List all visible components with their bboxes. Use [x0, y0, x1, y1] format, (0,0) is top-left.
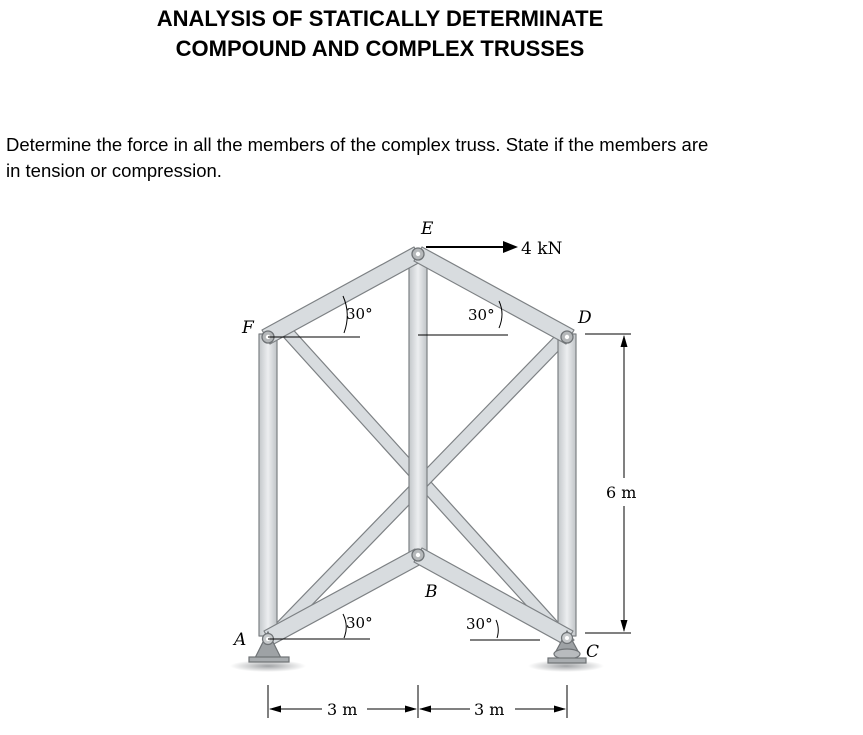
span-label-left: 3 m: [327, 700, 358, 719]
load-arrow: [426, 241, 518, 253]
span-label-right: 3 m: [474, 700, 505, 719]
angle-label-ab: 30°: [346, 614, 373, 632]
joint-label-a: A: [234, 630, 247, 650]
span-dimensions: [268, 685, 567, 718]
height-label: 6 m: [606, 483, 637, 502]
member-ed: [414, 247, 574, 344]
angle-label-ed: 30°: [468, 306, 495, 324]
angle-label-fe: 30°: [346, 305, 373, 323]
member-fa: [259, 334, 277, 636]
joint-label-b: B: [425, 582, 438, 602]
member-fe: [262, 247, 422, 344]
angle-label-bc: 30°: [466, 615, 493, 633]
member-dc: [558, 334, 576, 636]
joint-label-c: C: [586, 642, 600, 662]
problem-line-2: in tension or compression.: [6, 160, 222, 181]
problem-line-1: Determine the force in all the members of the complex truss. State if the members are: [6, 134, 709, 155]
joint-label-d: D: [578, 308, 592, 328]
load-label: 4 kN: [521, 239, 563, 259]
title-line-1: ANALYSIS OF STATICALLY DETERMINATE: [156, 6, 604, 31]
member-eb: [409, 250, 427, 556]
truss-members: [259, 247, 576, 647]
joint-label-f: F: [242, 318, 254, 338]
joint-label-e: E: [421, 219, 434, 239]
title-line-2: COMPOUND AND COMPLEX TRUSSES: [175, 36, 585, 61]
